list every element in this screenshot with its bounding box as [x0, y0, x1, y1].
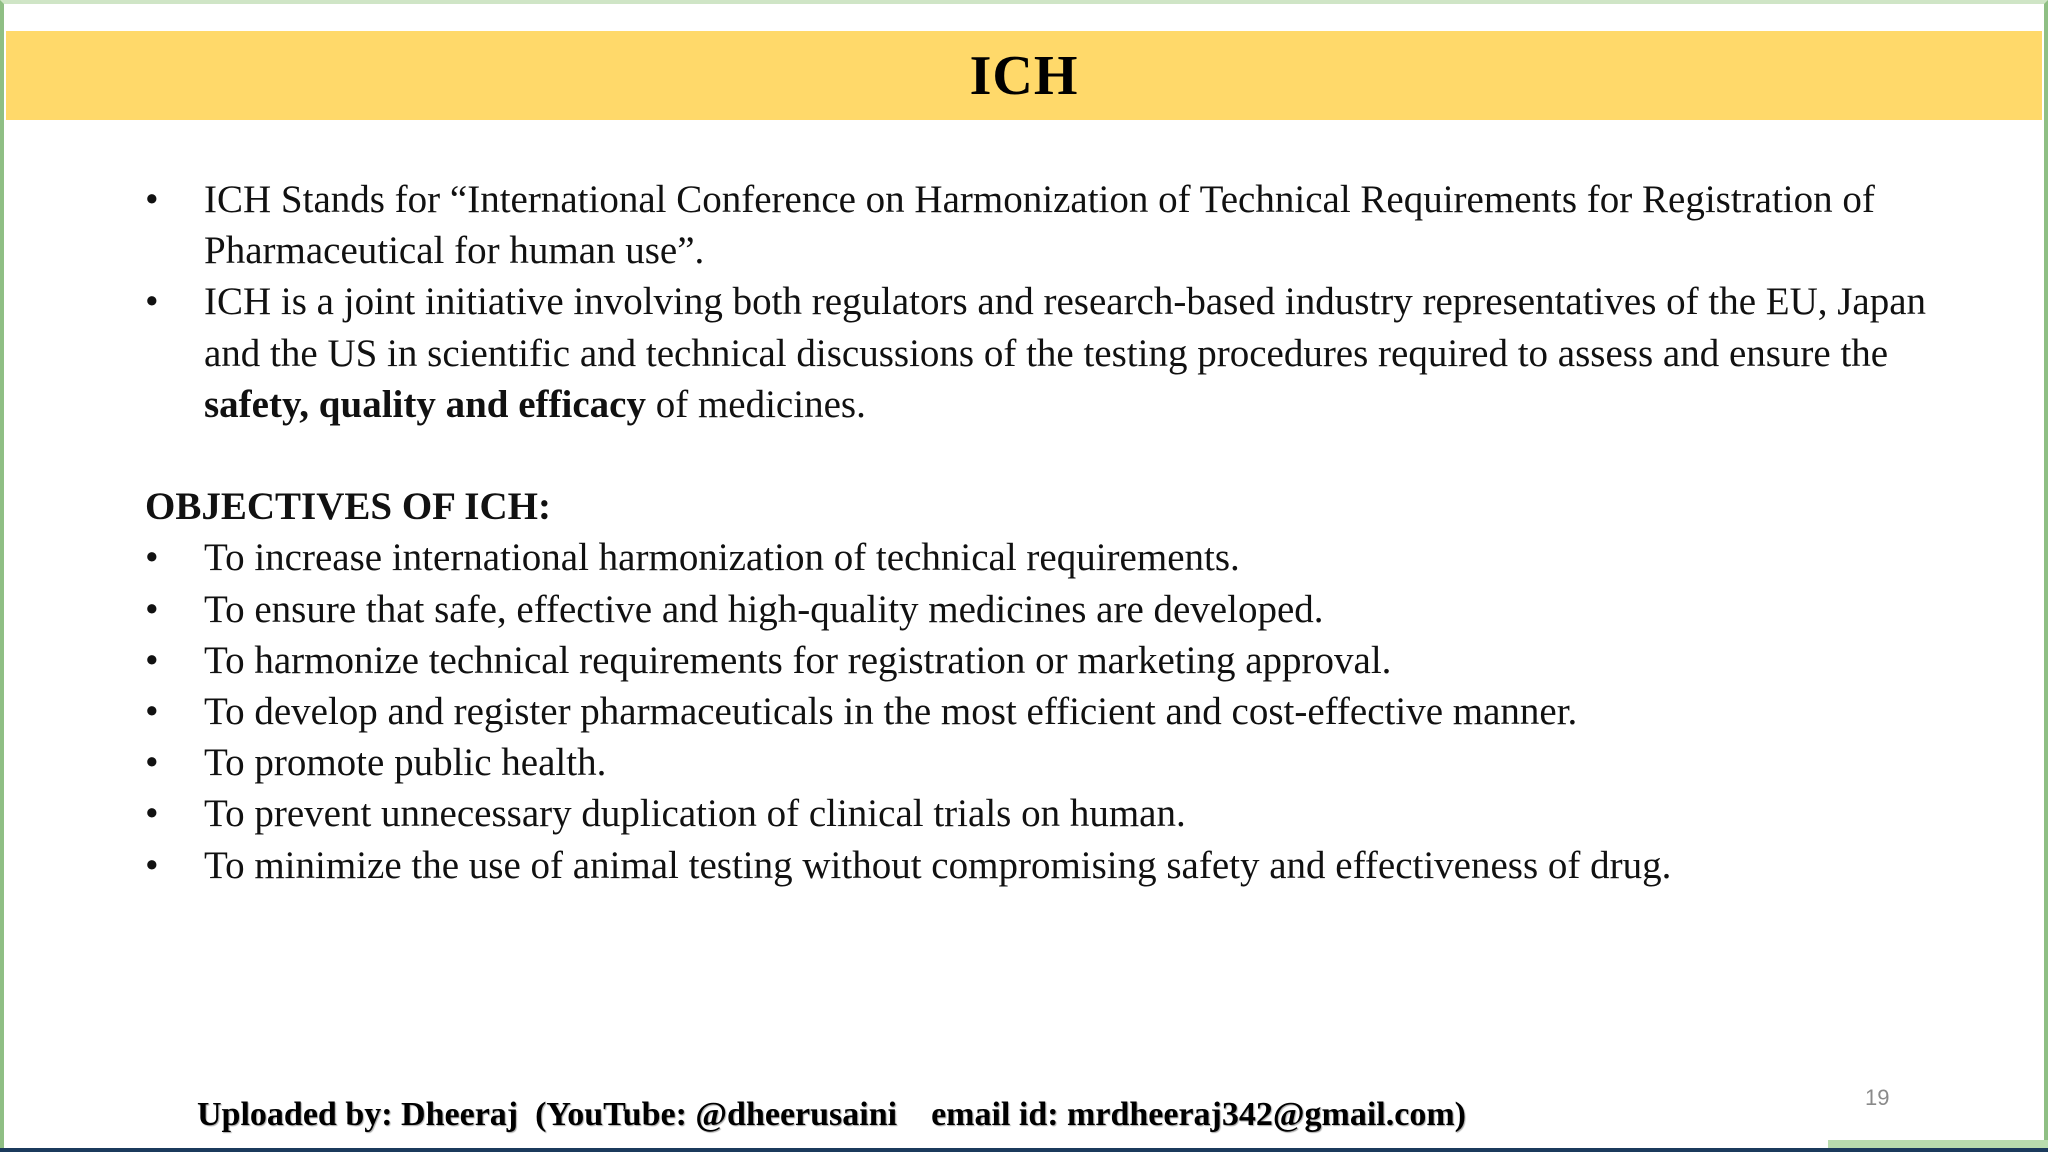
list-item: [145, 584, 1945, 635]
bullet-icon: •: [145, 178, 159, 221]
objective-text: To develop and register pharmaceuticals in the most efficient and cost-effective manner.: [204, 690, 1578, 734]
list-item: [145, 686, 1945, 737]
list-item: [145, 635, 1945, 686]
objectives-heading: OBJECTIVES OF ICH:: [145, 485, 551, 529]
frame-bottom-edge: [0, 1148, 2048, 1152]
intro-bullet-emphasis: safety, quality and efficacy: [204, 382, 646, 426]
objective-text: To harmonize technical requirements for registration or marketing approval.: [204, 638, 1392, 682]
objective-text: To ensure that safe, effective and high-quality medicines are developed.: [204, 587, 1324, 631]
uploader-credit: Uploaded by: Dheeraj (YouTube: @dheerusaini email id: mrdheeraj342@gmail.com): [197, 1096, 1466, 1133]
section-spacer: [145, 430, 1945, 481]
objective-text: To minimize the use of animal testing without compromising safety and effectiveness of drug.: [204, 843, 1672, 887]
list-item: [145, 737, 1945, 788]
bullet-icon: •: [145, 843, 159, 887]
page-number: 19: [1865, 1085, 1890, 1110]
slide-title: ICH: [969, 44, 1079, 107]
slide-body: [145, 174, 1945, 891]
bullet-icon: •: [145, 638, 159, 682]
bullet-icon: •: [145, 587, 159, 631]
objective-text: To promote public health.: [204, 741, 607, 785]
list-item: [145, 532, 1945, 583]
objective-text: To prevent unnecessary duplication of clinical trials on human.: [204, 792, 1186, 836]
intro-bullet-text-end: of medicines.: [645, 382, 866, 426]
bullet-icon: •: [145, 536, 159, 580]
intro-list: [145, 174, 1945, 430]
intro-bullet-text-start: ICH is a joint initiative involving both regulators and research-based industry representatives of the EU, Japan and the US in scientific and technical discussions of the testing procedures required to assess and ensure the: [204, 280, 1927, 375]
list-item: [145, 840, 1945, 891]
title-bar: [6, 31, 2042, 120]
bullet-icon: •: [145, 690, 159, 734]
bullet-icon: •: [145, 792, 159, 836]
frame-accent: [1828, 1140, 2048, 1148]
objectives-list: [145, 532, 1945, 890]
list-item: [145, 174, 1945, 276]
objective-text: To increase international harmonization of technical requirements.: [204, 536, 1240, 580]
list-item: [145, 276, 1945, 430]
intro-bullet-text: ICH Stands for “International Conference on Harmonization of Technical Requirements for Registration of Pharmaceutical for human use”.: [204, 178, 1875, 273]
list-item: [145, 788, 1945, 839]
bullet-icon: •: [145, 741, 159, 785]
bullet-icon: •: [145, 280, 159, 324]
